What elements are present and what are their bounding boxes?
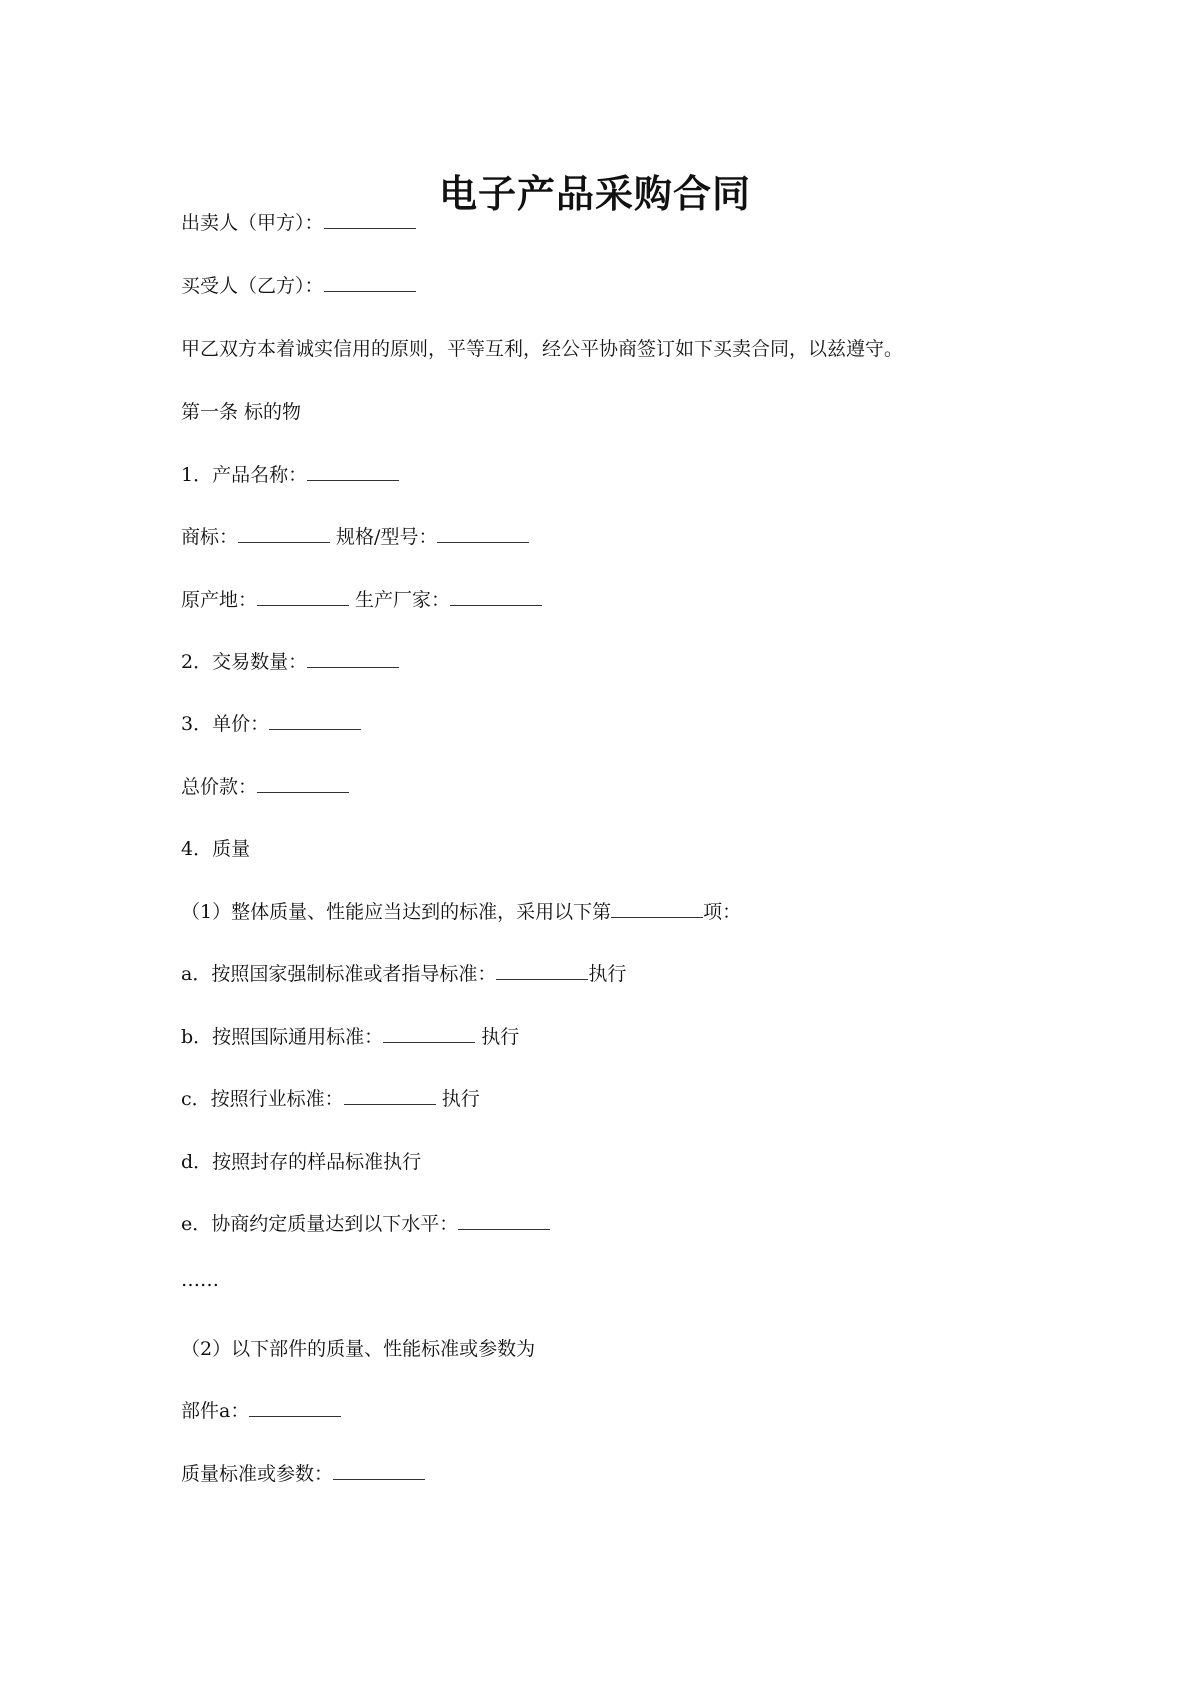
fill-in-blank[interactable] (257, 774, 349, 793)
line-text: 生产厂家： (349, 589, 451, 611)
document-line (181, 334, 903, 361)
line-text: e．协商约定质量达到以下水平： (181, 1213, 459, 1235)
line-text: 买受人（乙方）： (181, 275, 324, 297)
document-line (181, 397, 301, 424)
fill-in-blank[interactable] (496, 961, 588, 980)
document-line (181, 1459, 425, 1486)
fill-in-blank[interactable] (324, 210, 416, 229)
line-text: （2）以下部件的质量、性能标准或参数为 (181, 1338, 536, 1360)
document-line (181, 460, 399, 487)
fill-in-blank[interactable] (238, 524, 330, 543)
document-line (181, 897, 741, 924)
document-line (181, 585, 542, 612)
document-line (181, 271, 416, 298)
fill-in-blank[interactable] (333, 1461, 425, 1480)
fill-in-blank[interactable] (307, 649, 399, 668)
line-text: 项： (703, 901, 742, 923)
document-line (181, 1209, 550, 1236)
line-text: 执行 (475, 1026, 520, 1048)
line-text: d．按照封存的样品标准执行 (181, 1151, 422, 1173)
document-line (181, 1269, 219, 1291)
document-line (181, 959, 626, 986)
line-text: 3．单价： (181, 713, 270, 735)
document-line (181, 834, 250, 861)
document-line (181, 522, 529, 549)
line-text: 商标： (181, 526, 239, 548)
line-text: b．按照国际通用标准： (181, 1026, 384, 1048)
document-line (181, 709, 361, 736)
line-text: 出卖人（甲方）： (181, 212, 324, 234)
fill-in-blank[interactable] (383, 1024, 475, 1043)
fill-in-blank[interactable] (307, 462, 399, 481)
line-text: 部件a： (181, 1400, 250, 1422)
line-text: 质量标准或参数： (181, 1463, 334, 1485)
fill-in-blank[interactable] (269, 711, 361, 730)
document-line (181, 208, 416, 235)
line-text: 原产地： (181, 589, 258, 611)
document-line (181, 1396, 341, 1423)
line-text: 执行 (588, 963, 627, 985)
document-line (181, 1334, 535, 1361)
line-text: …… (181, 1269, 219, 1291)
fill-in-blank[interactable] (611, 899, 703, 918)
fill-in-blank[interactable] (249, 1398, 341, 1417)
line-text: 1．产品名称： (181, 464, 308, 486)
document-line (181, 1084, 480, 1111)
fill-in-blank[interactable] (437, 524, 529, 543)
line-text: （1）整体质量、性能应当达到的标准，采用以下第 (181, 901, 612, 923)
fill-in-blank[interactable] (257, 587, 349, 606)
document-title: 电子产品采购合同 (438, 172, 751, 216)
line-text: 2．交易数量： (181, 651, 308, 673)
fill-in-blank[interactable] (450, 587, 542, 606)
line-text: 第一条 标的物 (181, 401, 302, 423)
line-text: c．按照行业标准： (181, 1088, 344, 1110)
line-text: 执行 (435, 1088, 480, 1110)
line-text: a．按照国家强制标准或者指导标准： (181, 963, 497, 985)
fill-in-blank[interactable] (458, 1211, 550, 1230)
line-text: 规格/型号： (330, 526, 438, 548)
document-line (181, 1147, 421, 1174)
fill-in-blank[interactable] (344, 1086, 436, 1105)
document-line (181, 647, 399, 674)
line-text: 甲乙双方本着诚实信用的原则，平等互利，经公平协商签订如下买卖合同，以兹遵守。 (181, 338, 904, 360)
line-text: 4．质量 (181, 838, 251, 860)
line-text: 总价款： (181, 776, 258, 798)
fill-in-blank[interactable] (324, 273, 416, 292)
document-line (181, 1022, 519, 1049)
document-line (181, 772, 349, 799)
